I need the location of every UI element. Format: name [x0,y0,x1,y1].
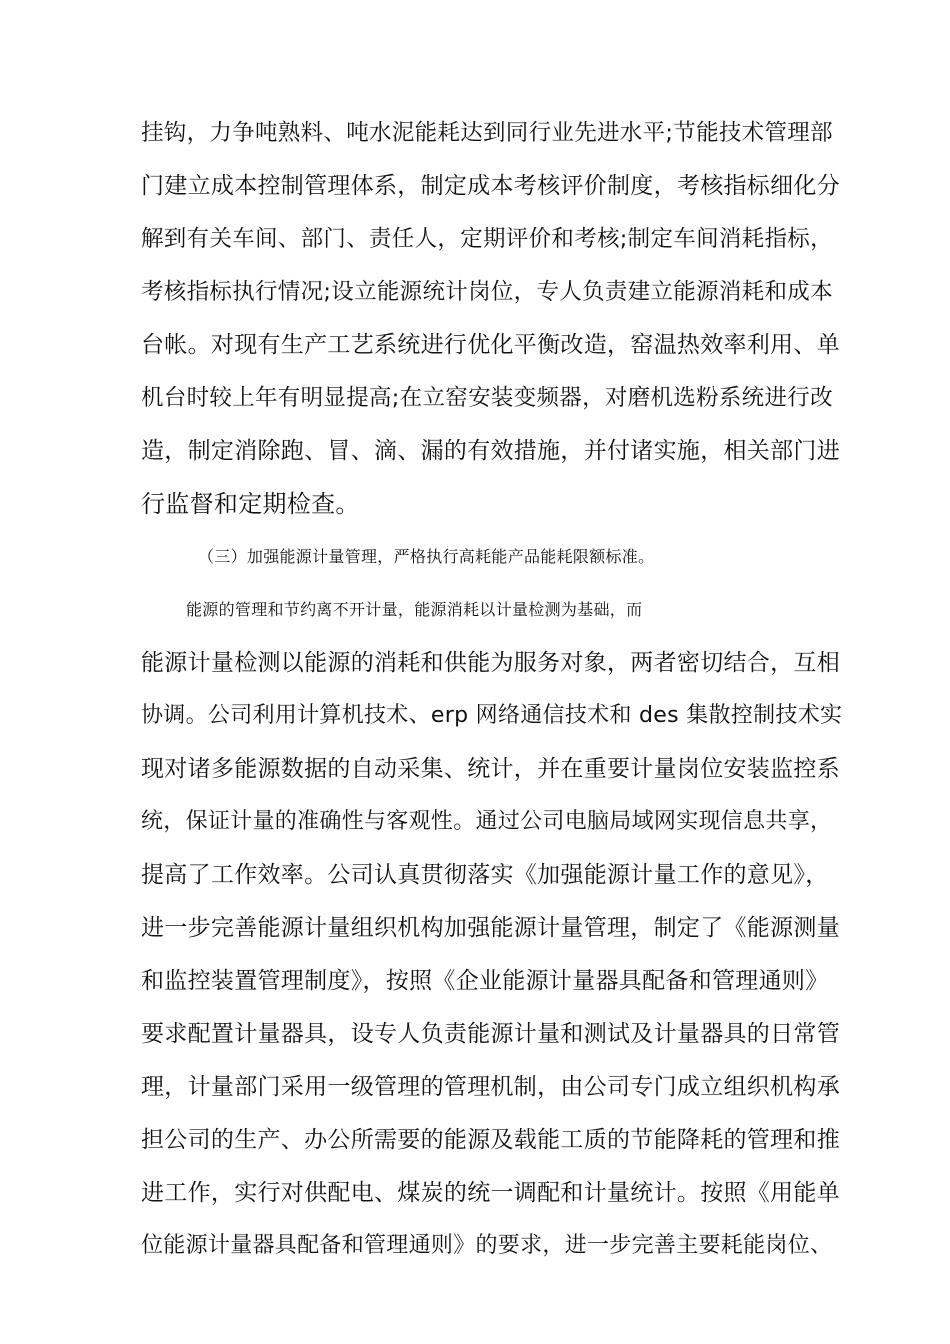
paragraph-line: 统，保证计量的准确性与客观性。通过公司电脑局域网实现信息共享， [141,809,833,834]
paragraph-line: 行监督和定期检查。 [141,490,360,518]
paragraph-line: 协调。公司利用计算机技术、erp 网络通信技术和 des 集散控制技术实 [141,703,843,728]
paragraph-line: 担公司的生产、办公所需要的能源及载能工质的节能降耗的管理和推 [141,1127,840,1153]
paragraph-line: 现对诸多能源数据的自动采集、统计，并在重要计量岗位安装监控系 [141,756,840,782]
section-heading: （三）加强能源计量管理，严格执行高耗能产品能耗限额标准。 [198,547,655,566]
paragraph-line: 位能源计量器具配备和管理通则》的要求，进一步完善主要耗能岗位、 [141,1233,833,1258]
paragraph-line: 门建立成本控制管理体系，制定成本考核评价制度，考核指标细化分 [141,173,840,199]
paragraph-line: 考核指标执行情况;设立能源统计岗位，专人负责建立能源消耗和成本 [141,279,833,305]
paragraph-line: 要求配置计量器具，设专人负责能源计量和测试及计量器具的日常管 [141,1021,840,1047]
paragraph-line: 能源的管理和节约离不开计量，能源消耗以计量检测为基础，而 [186,600,643,619]
paragraph-line: 进工作，实行对供配电、煤炭的统一调配和计量统计。按照《用能单 [141,1180,840,1206]
paragraph-line: 理，计量部门采用一级管理的管理机制，由公司专门成立组织机构承 [141,1074,840,1100]
paragraph-line: 台帐。对现有生产工艺系统进行优化平衡改造，窑温热效率利用、单 [141,332,840,358]
paragraph-line: 进一步完善能源计量组织机构加强能源计量管理，制定了《能源测量 [141,915,840,941]
paragraph-line: 提高了工作效率。公司认真贯彻落实《加强能源计量工作的意见》， [141,862,829,888]
paragraph-line: 解到有关车间、部门、责任人，定期评价和考核;制定车间消耗指标， [141,226,833,252]
paragraph-line: 造，制定消除跑、冒、滴、漏的有效措施，并付诸实施，相关部门进 [141,438,840,464]
paragraph-line: 挂钩，力争吨熟料、吨水泥能耗达到同行业先进水平;节能技术管理部 [141,120,833,146]
paragraph-line: 和监控装置管理制度》，按照《企业能源计量器具配备和管理通则》 [141,968,829,994]
paragraph-line: 机台时较上年有明显提高;在立窑安装变频器，对磨机选粉系统进行改 [141,385,833,411]
paragraph-line: 能源计量检测以能源的消耗和供能为服务对象，两者密切结合，互相 [141,650,840,676]
